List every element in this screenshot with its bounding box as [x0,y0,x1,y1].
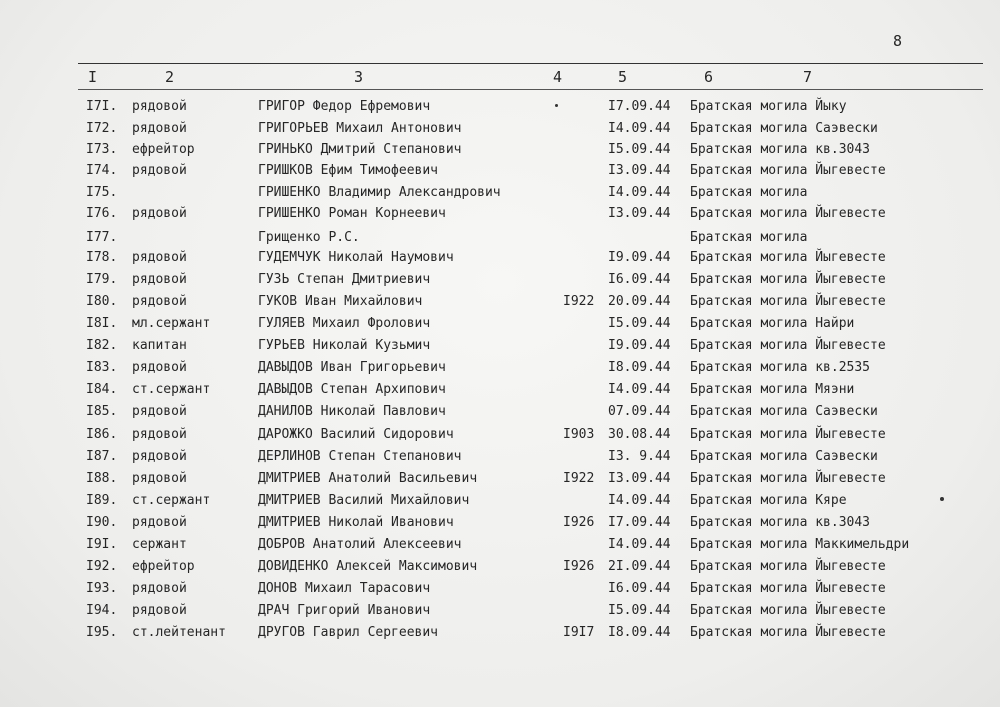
record-death-date: I4.09.44 [608,185,671,200]
record-burial-place: Братская могила Мяэни [690,382,855,397]
record-rank: ст.сержант [132,382,211,397]
record-name: ДАНИЛОВ Николай Павлович [258,404,446,419]
record-burial-place: Братская могила кв.3043 [690,515,871,530]
record-burial-place: Братская могила Йыку [690,99,847,114]
record-death-date: I3.09.44 [608,471,671,486]
record-name: Грищенко Р.С. [258,230,360,245]
record-burial-place: Братская могила Саэвески [690,404,878,419]
record-name: ДМИТРИЕВ Николай Иванович [258,515,454,530]
column-header-4: 4 [553,68,563,86]
record-death-date: I4.09.44 [608,121,671,136]
record-number: I87. [86,449,118,464]
record-death-date: I4.09.44 [608,382,671,397]
record-row [0,402,1000,422]
record-rank: мл.сержант [132,316,211,331]
record-burial-place: Братская могила [690,185,808,200]
record-row [0,228,1000,248]
record-rank: ефрейтор [132,142,195,157]
record-row [0,161,1000,181]
record-rank: рядовой [132,603,187,618]
record-burial-place: Братская могила Йыгевесте [690,163,886,178]
record-burial-place: Братская могила Йыгевесте [690,581,886,596]
record-row [0,601,1000,621]
record-number: I82. [86,338,118,353]
record-number: I88. [86,471,118,486]
record-number: I8I. [86,316,118,331]
record-rank: рядовой [132,449,187,464]
record-number: I75. [86,185,118,200]
record-row [0,469,1000,489]
record-row [0,358,1000,378]
record-number: I83. [86,360,118,375]
column-header-2: 2 [165,68,175,86]
record-rank: рядовой [132,404,187,419]
record-name: ГРИНЬКО Дмитрий Степанович [258,142,462,157]
record-rank: рядовой [132,515,187,530]
record-row [0,314,1000,334]
ink-speck [555,104,558,107]
record-name: ДРУГОВ Гаврил Сергеевич [258,625,439,640]
record-burial-place: Братская могила Йыгевесте [690,427,886,442]
column-header-3: 3 [354,68,364,86]
record-birth-year: I903 [563,427,595,442]
record-death-date: I3. 9.44 [608,449,671,464]
header-top-rule [78,63,983,64]
record-birth-year: I926 [563,515,595,530]
record-burial-place: Братская могила Маккимельдри [690,537,910,552]
record-rank: ефрейтор [132,559,195,574]
record-row [0,248,1000,268]
record-burial-place: Братская могила Найри [690,316,855,331]
record-burial-place: Братская могила кв.2535 [690,360,871,375]
record-death-date: 30.08.44 [608,427,671,442]
record-death-date: I3.09.44 [608,206,671,221]
record-name: ГРИГОРЬЕВ Михаил Антонович [258,121,462,136]
record-name: ГУЗЬ Степан Дмитриевич [258,272,431,287]
record-burial-place: Братская могила [690,230,808,245]
record-death-date: 07.09.44 [608,404,671,419]
record-death-date: I8.09.44 [608,625,671,640]
record-death-date: 2I.09.44 [608,559,671,574]
record-rank: рядовой [132,272,187,287]
record-number: I95. [86,625,118,640]
record-rank: рядовой [132,294,187,309]
record-number: I76. [86,206,118,221]
record-rank: сержант [132,537,187,552]
column-header-7: 7 [803,68,813,86]
record-burial-place: Братская могила Йыгевесте [690,625,886,640]
record-name: ДРАЧ Григорий Иванович [258,603,431,618]
record-name: ДОНОВ Михаил Тарасович [258,581,431,596]
record-name: ГУКОВ Иван Михайлович [258,294,423,309]
record-name: ДАВЫДОВ Иван Григорьевич [258,360,446,375]
record-name: ДЕРЛИНОВ Степан Степанович [258,449,462,464]
record-rank: рядовой [132,163,187,178]
record-row [0,425,1000,445]
record-name: ДМИТРИЕВ Василий Михайлович [258,493,470,508]
record-name: ДОВИДЕНКО Алексей Максимович [258,559,478,574]
record-death-date: I3.09.44 [608,163,671,178]
record-number: I93. [86,581,118,596]
record-name: ДАРОЖКО Василий Сидорович [258,427,454,442]
record-row [0,140,1000,160]
record-birth-year: I922 [563,294,595,309]
record-rank: капитан [132,338,187,353]
record-number: I94. [86,603,118,618]
record-number: I80. [86,294,118,309]
record-number: I90. [86,515,118,530]
record-number: I7I. [86,99,118,114]
record-rank: рядовой [132,121,187,136]
record-row [0,535,1000,555]
record-rank: рядовой [132,471,187,486]
record-death-date: I4.09.44 [608,493,671,508]
record-name: ГРИШКОВ Ефим Тимофеевич [258,163,439,178]
record-death-date: 20.09.44 [608,294,671,309]
record-rank: рядовой [132,581,187,596]
record-burial-place: Братская могила Йыгевесте [690,338,886,353]
record-name: ГРИШЕНКО Владимир Александрович [258,185,501,200]
record-row [0,97,1000,117]
record-name: ГУЛЯЕВ Михаил Фролович [258,316,431,331]
record-burial-place: Братская могила Йыгевесте [690,559,886,574]
record-burial-place: Братская могила Саэвески [690,121,878,136]
record-row [0,380,1000,400]
record-row [0,336,1000,356]
record-name: ГУДЕМЧУК Николай Наумович [258,250,454,265]
record-death-date: I4.09.44 [608,537,671,552]
record-number: I79. [86,272,118,287]
record-name: ГУРЬЕВ Николай Кузьмич [258,338,431,353]
record-row [0,491,1000,511]
record-burial-place: Братская могила Йыгевесте [690,206,886,221]
record-death-date: I7.09.44 [608,515,671,530]
record-burial-place: Братская могила Йыгевесте [690,294,886,309]
record-row [0,557,1000,577]
record-name: ДМИТРИЕВ Анатолий Васильевич [258,471,478,486]
record-burial-place: Братская могила Йыгевесте [690,250,886,265]
record-row [0,623,1000,643]
record-death-date: I9.09.44 [608,250,671,265]
record-death-date: I8.09.44 [608,360,671,375]
record-row [0,119,1000,139]
record-death-date: I9.09.44 [608,338,671,353]
record-rank: рядовой [132,206,187,221]
record-row [0,204,1000,224]
record-number: I78. [86,250,118,265]
record-birth-year: I926 [563,559,595,574]
record-name: ГРИШЕНКО Роман Корнеевич [258,206,446,221]
record-burial-place: Братская могила Кяре [690,493,847,508]
record-birth-year: I922 [563,471,595,486]
record-row [0,513,1000,533]
column-header-6: 6 [704,68,714,86]
record-number: I84. [86,382,118,397]
column-header-5: 5 [618,68,628,86]
record-death-date: I5.09.44 [608,603,671,618]
record-death-date: I6.09.44 [608,272,671,287]
record-death-date: I6.09.44 [608,581,671,596]
record-death-date: I5.09.44 [608,142,671,157]
record-rank: ст.лейтенант [132,625,226,640]
page-number: 8 [893,32,903,50]
record-number: I74. [86,163,118,178]
record-row [0,447,1000,467]
record-rank: рядовой [132,360,187,375]
record-death-date: I5.09.44 [608,316,671,331]
ink-speck [940,497,944,501]
record-row [0,579,1000,599]
header-bottom-rule [78,89,983,90]
column-header-1: I [88,68,98,86]
record-number: I77. [86,230,118,245]
record-death-date: I7.09.44 [608,99,671,114]
record-number: I89. [86,493,118,508]
record-rank: рядовой [132,427,187,442]
record-burial-place: Братская могила Саэвески [690,449,878,464]
record-row [0,183,1000,203]
record-number: I72. [86,121,118,136]
record-rank: рядовой [132,250,187,265]
record-number: I9I. [86,537,118,552]
record-row [0,292,1000,312]
record-name: ГРИГОР Федор Ефремович [258,99,431,114]
record-burial-place: Братская могила Йыгевесте [690,272,886,287]
record-burial-place: Братская могила кв.3043 [690,142,871,157]
record-number: I86. [86,427,118,442]
record-birth-year: I9I7 [563,625,595,640]
record-rank: ст.сержант [132,493,211,508]
record-rank: рядовой [132,99,187,114]
record-name: ДАВЫДОВ Степан Архипович [258,382,446,397]
record-number: I85. [86,404,118,419]
record-name: ДОБРОВ Анатолий Алексеевич [258,537,462,552]
record-burial-place: Братская могила Йыгевесте [690,471,886,486]
record-burial-place: Братская могила Йыгевесте [690,603,886,618]
record-number: I73. [86,142,118,157]
record-row [0,270,1000,290]
record-number: I92. [86,559,118,574]
